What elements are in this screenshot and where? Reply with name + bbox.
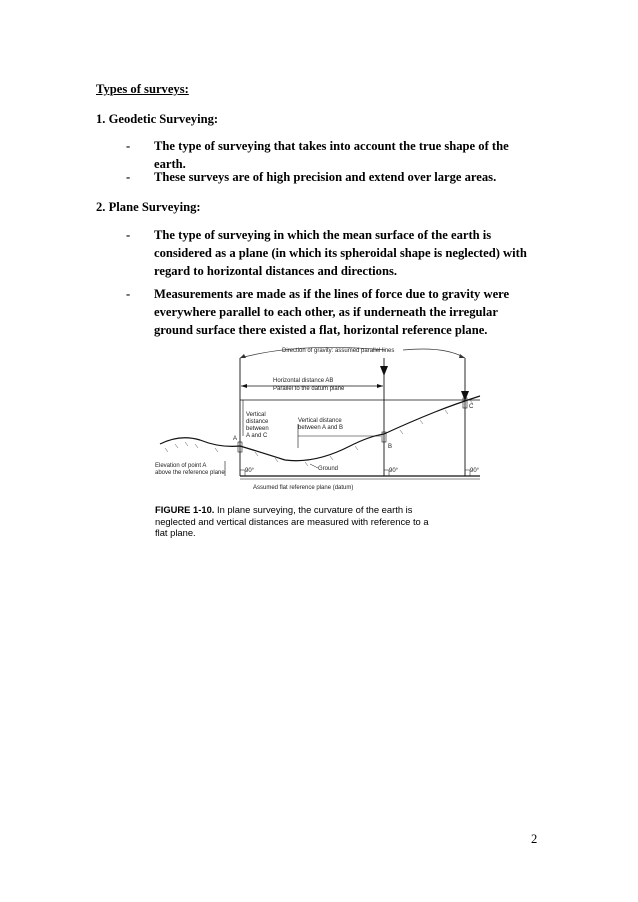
bullet-marker: - bbox=[126, 139, 131, 153]
vertical-ab-label: Vertical distance bbox=[298, 418, 342, 424]
text-line: earth. bbox=[154, 157, 186, 171]
ground-label: Ground bbox=[318, 466, 339, 472]
point-b-label: B bbox=[388, 444, 393, 450]
horizontal-distance-sub-label: Parallel to the datum plane bbox=[273, 386, 345, 392]
geodetic-bullet-2 bbox=[154, 168, 496, 186]
elevation-label: above the reference plane bbox=[155, 470, 225, 476]
angle-label: 90° bbox=[470, 468, 480, 474]
plane-surveying-diagram bbox=[155, 336, 495, 506]
text-line: ground surface there existed a flat, horizontal reference plane. bbox=[154, 323, 488, 337]
plane-bullet-1 bbox=[154, 226, 527, 280]
text-line: regard to horizontal distances and directions. bbox=[154, 264, 398, 278]
bullet-marker: - bbox=[126, 170, 131, 184]
plane-title: 2. Plane Surveying: bbox=[96, 200, 201, 214]
point-c-label: C bbox=[469, 404, 474, 410]
horizontal-distance-label: Horizontal distance AB bbox=[273, 378, 334, 384]
point-a-label: A bbox=[233, 436, 238, 442]
vertical-ab-label: between A and B bbox=[298, 425, 344, 431]
geodetic-title: 1. Geodetic Surveying: bbox=[96, 112, 219, 126]
caption-label: FIGURE 1-10. bbox=[155, 504, 215, 515]
vertical-ac-label: distance bbox=[246, 419, 269, 425]
text-line: These surveys are of high precision and extend over large areas. bbox=[154, 170, 497, 184]
text-line: The type of surveying that takes into account the true shape of the bbox=[154, 139, 509, 153]
elevation-label: Elevation of point A bbox=[155, 463, 207, 469]
caption-text: In plane surveying, the curvature of the earth is bbox=[217, 504, 413, 515]
vertical-ac-label: A and C bbox=[246, 433, 268, 439]
text-line: Measurements are made as if the lines of force due to gravity were bbox=[154, 287, 510, 301]
angle-label: 90° bbox=[245, 468, 255, 474]
gravity-label: Direction of gravity: assumed parallel lines bbox=[282, 348, 395, 354]
figure-caption bbox=[155, 504, 429, 539]
caption-line: neglected and vertical distances are measured with reference to a bbox=[155, 515, 429, 527]
angle-label: 90° bbox=[389, 468, 399, 474]
bullet-marker: - bbox=[126, 228, 131, 242]
plane-bullet-2 bbox=[154, 285, 509, 339]
text-line: everywhere parallel to each other, as if underneath the irregular bbox=[154, 305, 498, 319]
datum-label: Assumed flat reference plane (datum) bbox=[253, 485, 354, 491]
page-number: 2 bbox=[531, 832, 538, 846]
bullet-marker: - bbox=[126, 287, 131, 301]
vertical-ac-label: Vertical bbox=[246, 412, 266, 418]
text-line: The type of surveying in which the mean surface of the earth is bbox=[154, 228, 492, 242]
caption-line bbox=[155, 504, 429, 516]
caption-line: flat plane. bbox=[155, 527, 196, 538]
vertical-ac-label: between bbox=[246, 426, 269, 432]
text-line: considered as a plane (in which its spheroidal shape is neglected) with bbox=[154, 246, 527, 260]
section-heading: Types of surveys: bbox=[96, 82, 189, 96]
